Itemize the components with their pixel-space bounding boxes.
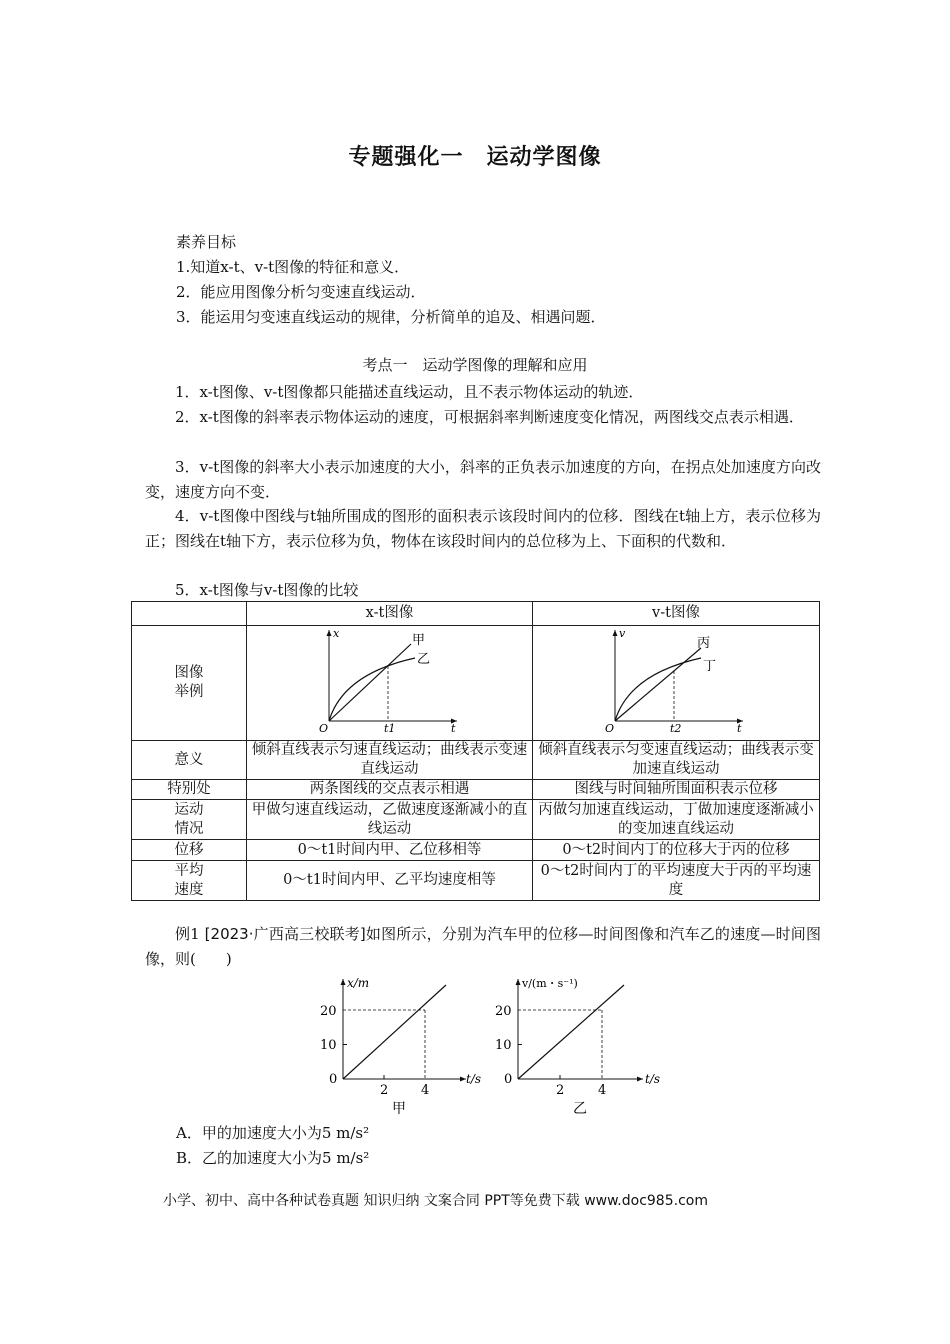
table-row [132,626,820,741]
table-row [132,741,820,780]
row-label: 特别处 [132,780,247,800]
yi-x-axis-label: t/s [645,1072,661,1086]
xt-line2-label: 乙 [416,652,430,667]
vt-cell: 倾斜直线表示匀变速直线运动；曲线表示变加速直线运动 [533,741,820,780]
vt-x-axis-label: t [737,722,742,734]
yi-y-tick-20: 20 [495,1004,512,1019]
example-graph-jia [318,975,498,1120]
xt-tick-label: t1 [383,722,395,734]
xt-x-axis-label: t [450,722,455,734]
xt-cell: 0～t1时间内甲、乙位移相等 [247,840,533,861]
yi-caption: 乙 [573,1101,587,1117]
example-source: [2023·广西高三校联考] [204,925,366,943]
xt-cell: 甲做匀速直线运动，乙做速度逐渐减小的直线运动 [247,800,533,840]
option-a[interactable]: A．甲的加速度大小为5 m/s² [176,1124,370,1142]
xt-cell: 倾斜直线表示匀速直线运动；曲线表示变速直线运动 [247,741,533,780]
yi-y-tick-0: 0 [504,1072,513,1087]
yi-y-tick-10: 10 [495,1038,512,1053]
point-3: 3．v-t图像的斜率大小表示加速度的大小，斜率的正负表示加速度的方向，在拐点处加速度方向改变，速度方向不变． [145,458,821,501]
example-text: 如图所示，分别为汽车甲的位移—时间图像和汽车乙的速度—时间图像，则( ) [145,925,821,968]
jia-x-tick-2: 2 [380,1083,389,1098]
vt-graph-cell [533,626,820,741]
option-b[interactable]: B．乙的加速度大小为5 m/s² [176,1149,370,1167]
vt-cell: 0～t2时间内丁的平均速度大于丙的平均速度 [533,861,820,901]
vt-cell: 丙做匀加速直线运动，丁做加速度逐渐减小的变加速直线运动 [533,800,820,840]
point-2: 2．x-t图像的斜率表示物体运动的速度，可根据斜率判断速度变化情况，两图线交点表示相遇． [175,408,804,426]
table-row [132,861,820,901]
point-5: 5．x-t图像与v-t图像的比较 [175,581,359,599]
comparison-table [131,601,820,901]
table-row [132,840,820,861]
yi-x-tick-4: 4 [598,1083,607,1098]
jia-caption: 甲 [392,1101,406,1117]
xt-cell: 两条图线的交点表示相遇 [247,780,533,800]
footer-text: 小学、初中、高中各种试卷真题 知识归纳 文案合同 PPT等免费下载 www.doc985.com [163,1193,708,1209]
row-label: 平均速度 [132,861,247,901]
vt-line1-label: 丙 [697,636,711,651]
point-4: 4．v-t图像中图线与t轴所围成的图形的面积表示该段时间内的位移．图线在t轴上方，表示位移为正；图线在t轴下方，表示位移为负，物体在该段时间内的总位移为上、下面积的代数和． [145,507,821,550]
xt-example-graph [315,626,465,734]
vt-example-graph [601,626,751,734]
vt-cell: 图线与时间轴所围面积表示位移 [533,780,820,800]
goal-item-3: 3．能运用匀变速直线运动的规律，分析简单的追及、相遇问题． [176,308,606,326]
jia-y-tick-10: 10 [320,1038,337,1053]
example-1-question [145,922,821,971]
row-label-example: 图像举例 [132,626,247,741]
table-corner [132,602,247,626]
table-row [132,780,820,800]
point-1: 1．x-t图像、v-t图像都只能描述直线运动，且不表示物体运动的轨迹． [175,383,644,401]
goals-heading: 素养目标 [176,233,237,251]
row-label: 意义 [132,741,247,780]
table-header-vt: v-t图像 [533,602,820,626]
xt-origin-label: O [318,722,328,734]
vt-cell: 0～t2时间内丁的位移大于丙的位移 [533,840,820,861]
xt-y-axis-label: x [332,627,339,640]
section-heading: 考点一 运动学图像的理解和应用 [362,356,588,374]
example-graph-yi [493,975,678,1120]
xt-cell: 0～t1时间内甲、乙平均速度相等 [247,861,533,901]
jia-x-axis-label: t/s [466,1072,482,1086]
page-title: 专题强化一 运动学图像 [348,145,602,170]
jia-y-tick-0: 0 [329,1072,338,1087]
row-label: 运动情况 [132,800,247,840]
table-header-xt: x-t图像 [247,602,533,626]
jia-y-tick-20: 20 [320,1004,337,1019]
table-row [132,800,820,840]
vt-y-axis-label: v [619,627,626,640]
example-prefix: 例1 [175,925,200,943]
vt-origin-label: O [605,722,615,734]
jia-x-tick-4: 4 [421,1083,430,1098]
xt-graph-cell [247,626,533,741]
xt-line1-label: 甲 [411,633,425,648]
yi-y-axis-label: v/(m・s⁻¹) [522,977,578,990]
jia-y-axis-label: x/m [347,976,370,990]
goal-item-2: 2．能应用图像分析匀变速直线运动． [176,283,426,301]
vt-line2-label: 丁 [703,659,717,674]
goal-item-1: 1.知道x-t、v-t图像的特征和意义． [176,258,410,276]
row-label: 位移 [132,840,247,861]
vt-tick-label: t2 [670,722,682,734]
yi-x-tick-2: 2 [556,1083,565,1098]
table-header-row [132,602,820,626]
